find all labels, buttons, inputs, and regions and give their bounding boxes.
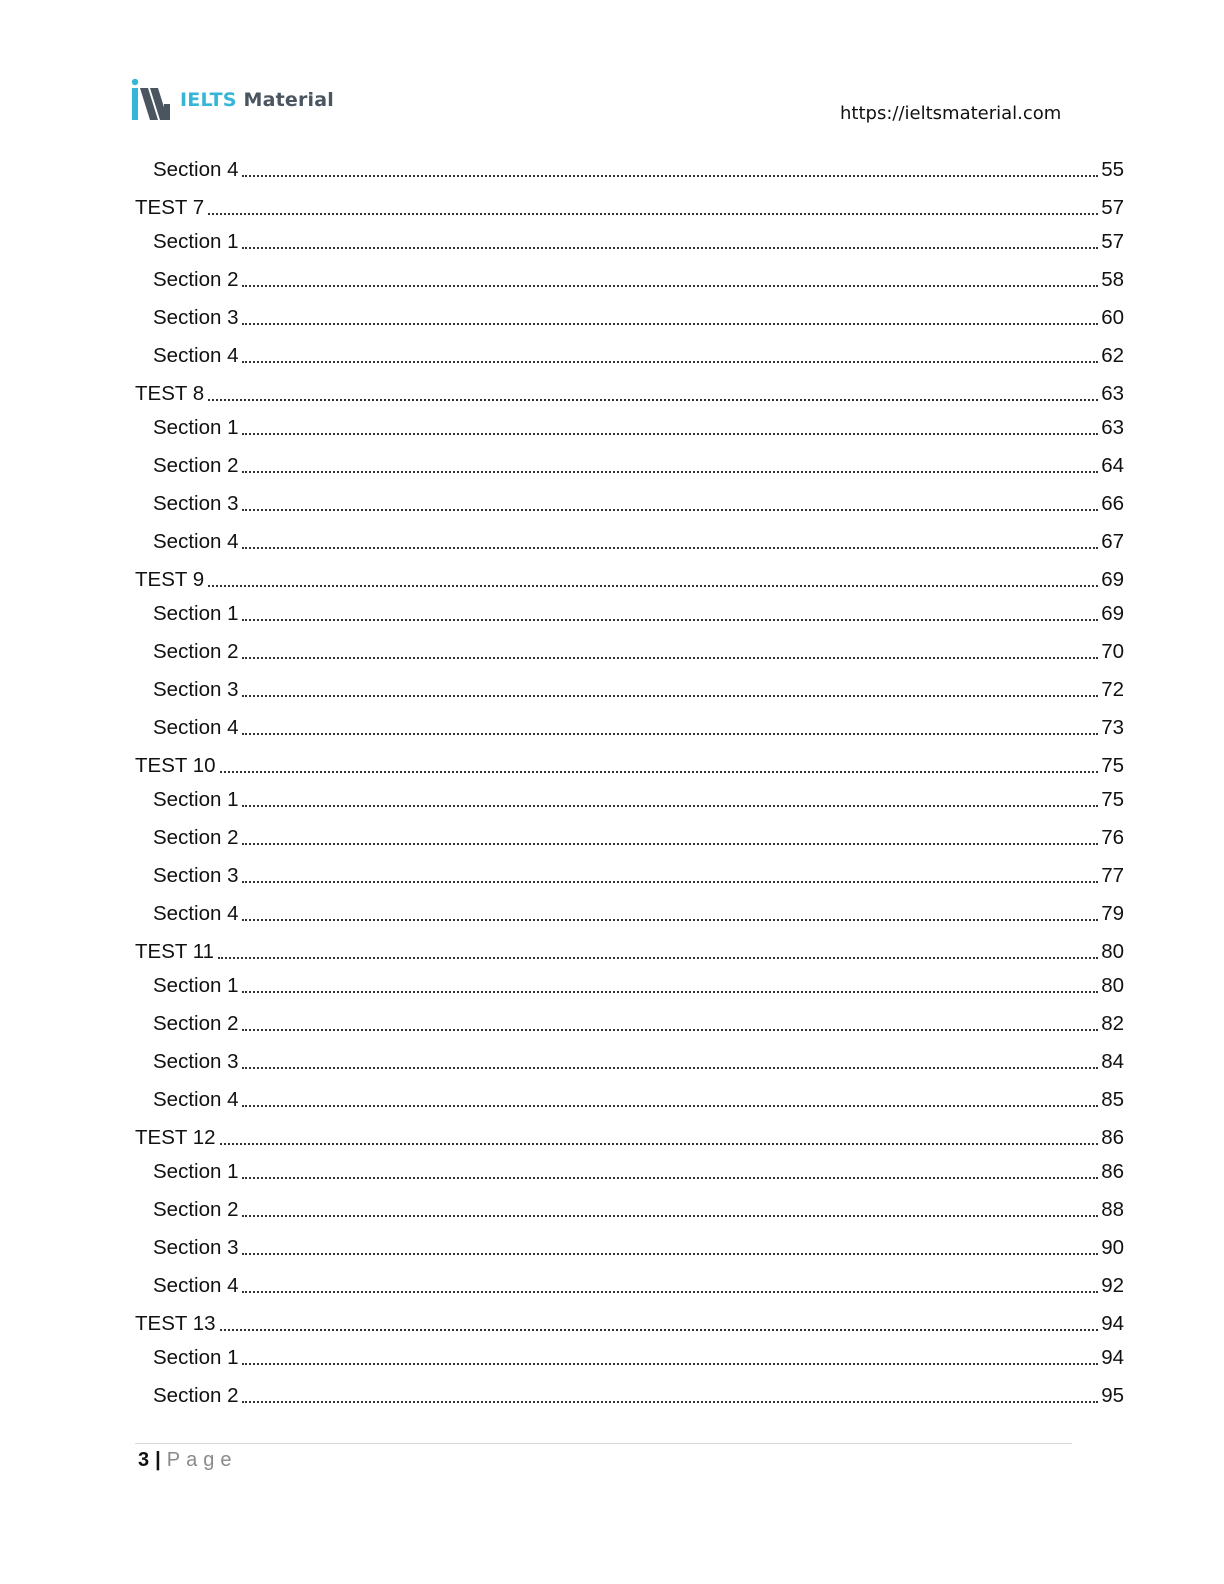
toc-dot-leader (242, 361, 1098, 363)
toc-entry-label: Section 3 (153, 306, 239, 329)
toc-entry-label: Section 2 (153, 1384, 239, 1407)
toc-entry-label: Section 4 (153, 1088, 239, 1111)
toc-entry-page-number: 70 (1101, 640, 1124, 663)
toc-entry-page-number: 73 (1101, 716, 1124, 739)
footer-page-number: 3 (138, 1449, 150, 1471)
toc-entry-label: Section 1 (153, 788, 239, 811)
toc-entry-page-number: 69 (1101, 568, 1124, 591)
toc-entry-section[interactable] (153, 1196, 1124, 1224)
toc-entry-label: Section 2 (153, 826, 239, 849)
toc-dot-leader (242, 657, 1098, 659)
toc-dot-leader (208, 213, 1098, 215)
toc-entry-label: Section 2 (153, 1012, 239, 1035)
toc-entry-page-number: 60 (1101, 306, 1124, 329)
toc-entry-label: Section 3 (153, 492, 239, 515)
toc-entry-section[interactable] (153, 786, 1124, 814)
toc-dot-leader (242, 323, 1098, 325)
toc-dot-leader (242, 547, 1098, 549)
toc-entry-page-number: 55 (1101, 158, 1124, 181)
toc-entry-label: Section 2 (153, 640, 239, 663)
toc-entry-section[interactable] (153, 1344, 1124, 1372)
toc-entry-page-number: 57 (1101, 230, 1124, 253)
toc-entry-label: Section 4 (153, 902, 239, 925)
toc-entry-test[interactable] (135, 380, 1124, 408)
toc-entry-page-number: 86 (1101, 1126, 1124, 1149)
toc-entry-label: Section 1 (153, 602, 239, 625)
toc-entry-page-number: 69 (1101, 602, 1124, 625)
toc-dot-leader (242, 619, 1098, 621)
toc-entry-page-number: 58 (1101, 268, 1124, 291)
toc-entry-section[interactable] (153, 600, 1124, 628)
toc-entry-section[interactable] (153, 1048, 1124, 1076)
toc-entry-page-number: 75 (1101, 754, 1124, 777)
footer-separator: | (155, 1449, 161, 1471)
toc-dot-leader (242, 843, 1098, 845)
toc-dot-leader (242, 1363, 1098, 1365)
toc-entry-page-number: 94 (1101, 1312, 1124, 1335)
toc-entry-label: Section 2 (153, 268, 239, 291)
toc-entry-section[interactable] (153, 342, 1124, 370)
toc-entry-section[interactable] (153, 676, 1124, 704)
toc-dot-leader (242, 805, 1098, 807)
toc-entry-page-number: 63 (1101, 382, 1124, 405)
toc-entry-label: Section 3 (153, 864, 239, 887)
toc-dot-leader (220, 1143, 1099, 1145)
toc-entry-page-number: 62 (1101, 344, 1124, 367)
toc-entry-page-number: 67 (1101, 530, 1124, 553)
toc-dot-leader (242, 247, 1098, 249)
toc-entry-label: Section 1 (153, 1160, 239, 1183)
toc-entry-section[interactable] (153, 156, 1124, 184)
toc-entry-page-number: 94 (1101, 1346, 1124, 1369)
toc-entry-page-number: 80 (1101, 940, 1124, 963)
toc-dot-leader (242, 1401, 1098, 1403)
page-footer (138, 1449, 237, 1472)
toc-dot-leader (242, 1253, 1098, 1255)
toc-entry-section[interactable] (153, 824, 1124, 852)
toc-entry-page-number: 64 (1101, 454, 1124, 477)
toc-entry-label: TEST 9 (135, 568, 205, 591)
toc-entry-page-number: 90 (1101, 1236, 1124, 1259)
toc-entry-test[interactable] (135, 938, 1124, 966)
toc-entry-label: TEST 7 (135, 196, 205, 219)
toc-entry-page-number: 84 (1101, 1050, 1124, 1073)
toc-entry-section[interactable] (153, 1382, 1124, 1410)
toc-entry-page-number: 63 (1101, 416, 1124, 439)
toc-entry-section[interactable] (153, 266, 1124, 294)
toc-dot-leader (242, 991, 1098, 993)
toc-entry-label: Section 2 (153, 454, 239, 477)
toc-entry-page-number: 75 (1101, 788, 1124, 811)
toc-dot-leader (242, 733, 1098, 735)
toc-entry-section[interactable] (153, 304, 1124, 332)
toc-entry-label: Section 2 (153, 1198, 239, 1221)
logo-wordmark (180, 89, 334, 111)
ielts-material-logo (130, 78, 334, 122)
toc-entry-page-number: 95 (1101, 1384, 1124, 1407)
toc-entry-section[interactable] (153, 1010, 1124, 1038)
toc-dot-leader (218, 957, 1098, 959)
toc-dot-leader (208, 585, 1098, 587)
toc-entry-section[interactable] (153, 228, 1124, 256)
toc-entry-label: Section 1 (153, 974, 239, 997)
toc-entry-page-number: 92 (1101, 1274, 1124, 1297)
toc-entry-label: Section 1 (153, 416, 239, 439)
toc-entry-label: Section 4 (153, 530, 239, 553)
toc-entry-label: Section 1 (153, 1346, 239, 1369)
toc-entry-page-number: 77 (1101, 864, 1124, 887)
toc-entry-label: TEST 12 (135, 1126, 216, 1149)
toc-entry-test[interactable] (135, 566, 1124, 594)
toc-dot-leader (242, 175, 1098, 177)
ielts-material-logo-icon (130, 78, 172, 122)
toc-dot-leader (242, 471, 1098, 473)
toc-entry-page-number: 57 (1101, 196, 1124, 219)
toc-entry-label: Section 4 (153, 716, 239, 739)
toc-entry-label: TEST 8 (135, 382, 205, 405)
toc-dot-leader (242, 919, 1098, 921)
toc-entry-page-number: 80 (1101, 974, 1124, 997)
toc-dot-leader (242, 509, 1098, 511)
toc-entry-label: Section 3 (153, 1050, 239, 1073)
toc-entry-page-number: 86 (1101, 1160, 1124, 1183)
toc-dot-leader (242, 1177, 1098, 1179)
toc-entry-section[interactable] (153, 452, 1124, 480)
toc-entry-section[interactable] (153, 714, 1124, 742)
toc-entry-page-number: 72 (1101, 678, 1124, 701)
toc-dot-leader (242, 881, 1098, 883)
toc-entry-page-number: 88 (1101, 1198, 1124, 1221)
toc-dot-leader (220, 1329, 1099, 1331)
toc-entry-test[interactable] (135, 1124, 1124, 1152)
toc-entry-test[interactable] (135, 1310, 1124, 1338)
toc-entry-test[interactable] (135, 194, 1124, 222)
toc-entry-label: Section 4 (153, 344, 239, 367)
toc-entry-section[interactable] (153, 1158, 1124, 1186)
site-url[interactable]: https://ieltsmaterial.com (840, 103, 1062, 124)
toc-entry-section[interactable] (153, 528, 1124, 556)
toc-entry-label: Section 4 (153, 158, 239, 181)
toc-entry-label: TEST 10 (135, 754, 216, 777)
toc-entry-page-number: 82 (1101, 1012, 1124, 1035)
toc-entry-section[interactable] (153, 972, 1124, 1000)
toc-entry-page-number: 85 (1101, 1088, 1124, 1111)
toc-dot-leader (242, 1215, 1098, 1217)
toc-entry-label: TEST 11 (135, 940, 214, 963)
toc-entry-section[interactable] (153, 1272, 1124, 1300)
toc-entry-section[interactable] (153, 862, 1124, 890)
toc-entry-section[interactable] (153, 1234, 1124, 1262)
toc-entry-section[interactable] (153, 414, 1124, 442)
toc-entry-section[interactable] (153, 1086, 1124, 1114)
toc-dot-leader (242, 1105, 1098, 1107)
toc-dot-leader (220, 771, 1099, 773)
toc-dot-leader (208, 399, 1098, 401)
toc-entry-label: Section 1 (153, 230, 239, 253)
logo-text-material: Material (243, 89, 334, 111)
toc-entry-label: TEST 13 (135, 1312, 216, 1335)
toc-entry-section[interactable] (153, 638, 1124, 666)
toc-entry-label: Section 3 (153, 678, 239, 701)
footer-page-label: Page (166, 1449, 238, 1471)
page-header (0, 0, 1224, 140)
toc-entry-section[interactable] (153, 490, 1124, 518)
toc-dot-leader (242, 285, 1098, 287)
toc-entry-label: Section 4 (153, 1274, 239, 1297)
toc-entry-page-number: 76 (1101, 826, 1124, 849)
footer-divider (135, 1443, 1072, 1444)
toc-dot-leader (242, 433, 1098, 435)
toc-dot-leader (242, 1029, 1098, 1031)
toc-entry-page-number: 79 (1101, 902, 1124, 925)
toc-entry-page-number: 66 (1101, 492, 1124, 515)
toc-dot-leader (242, 695, 1098, 697)
toc-entry-section[interactable] (153, 900, 1124, 928)
toc-dot-leader (242, 1291, 1098, 1293)
toc-dot-leader (242, 1067, 1098, 1069)
logo-text-ielts: IELTS (180, 89, 237, 111)
toc-entry-label: Section 3 (153, 1236, 239, 1259)
toc-entry-test[interactable] (135, 752, 1124, 780)
